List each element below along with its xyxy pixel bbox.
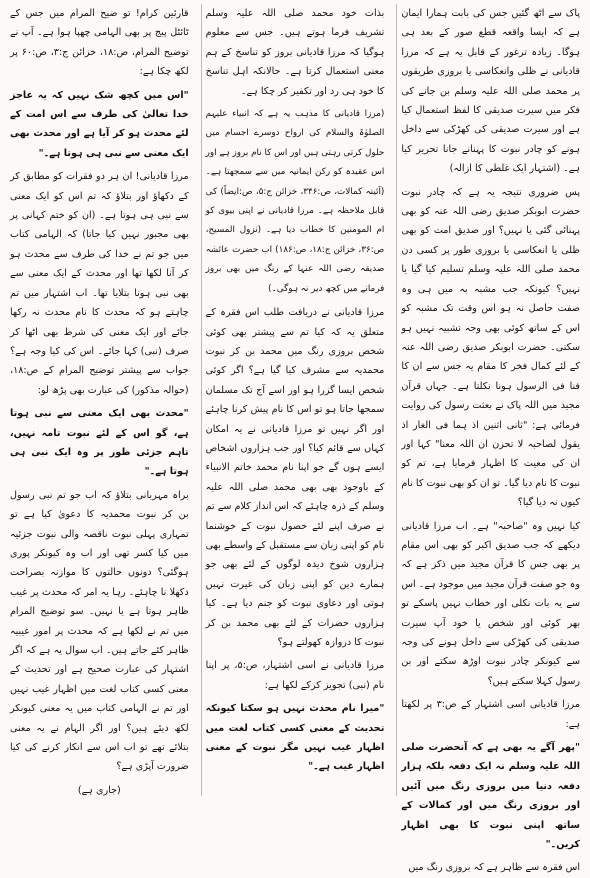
quote-paragraph: "محدث بھی ایک معنی سے نبی ہوتا ہے، گو اس کے لئے نبوت تامہ نہیں، تاہم جزئی طور پر وہ ایک نبی ہی ہوتا ہے۔" (9, 408, 189, 478)
column-right (396, 4, 584, 874)
body-paragraph: بذات خود محمد صلی اللہ علیہ وسلم تشریف فرما ہوتے ہیں۔ جس سے معلوم ہوگیا کہ مرزا قادیانی بروز کو تناسخ کے ہم معنی استعمال کرتا ہے۔ حالانکہ اہل تناسخ کا خود ہی رد اور تکفیر کر چکا ہے۔ (205, 8, 385, 97)
body-paragraph: براہ مہربانی بتلاؤ کہ اب جو تم نبی رسول بن کر نبوت محمدیہ کا دعویٰ کیا ہے تو تمہاری پہلی نبوت ناقصہ والی نبوت جزئیہ میں کیا کسر تھی اور اب وہ کیونکر پوری ہوگئی؟ دونوں حالتوں کا موازنہ بصراحت دکھلا نا چاہئے۔ رہا یہ امر کہ محدث پر غیب ظاہر ہوتا ہے یا نہیں۔ سو توضیح المرام میں تم نے لکھا ہے کہ محدث پر امور غیبیہ ظاہر کئے جاتے ہیں۔ اب سوال یہ ہے کہ اگر اشتہار کی عبارت صحیح ہے اور تحدیث کے معنی کسی کتاب لغت میں اظہار غیب نہیں اور تم نے الہامی کتاب میں یہ معنی کیونکر لکھ دیئے ہیں؟ اور اگر الہام نے یہ معنی بتلائے تھے تو اب اس سے انکار کرنے کی کیا ضرورت آپڑی ہے؟ (9, 489, 189, 773)
body-paragraph: قارئین کرام! تو ضیح المرام میں جس کے ٹائٹل پیج پر بھی الہامی چھپا ہوا ہے۔ آپ نے توضیح المرام، ص:۱۸، خزائن ج:۳، ص:۶۰ پر لکھ چکا ہے: (9, 8, 189, 78)
body-paragraph: کیا نہیں وہ "صاحبہ" ہے۔ اب مرزا قادیانی دیکھے کہ جب صدیق اکبر کو بھی اس مقام پر بھی جس کا قرآن مجید میں ذکر ہے کہ وہ جو صفت قرآن مجید میں موجود ہے۔ اس سے یہ بات نکلی اور خطاب نہیں پاسکے تو بھر کوئی اور شخص یا خود آپ سیرت صدیقی کی کھڑکی سے داخل ہونے کی وجہ سے کیونکر چادر نبوت اوڑھ سکتے اور بن رسول کہلا سکتے ہیں؟ (401, 520, 580, 687)
body-paragraph: مرزا قادیانی نے دریافت طلب اس فقرہ کے متعلق یہ کہ کیا تم سے پیشتر بھی کوئی شخص بروزی رنگ میں محمد بن کر نبوت محمدیہ سے مشرف کیا گیا ہے؟ اگر کوئی شخص ایسا گزرا ہو اور اسے آج تک مسلمان سمجھا جاتا ہو تو اس کا نام پیش کرنا چاہئے اور اگر نہیں تو مرزا قادیانی نے یہ امکان کہاں سے قائم کیا؟ اور جب ہزاروں اشخاص ایسے ہوں گے جو اپنا نام محمد خاتم الانبیاء کے باوجود بھی بھی محمد صلی اللہ علیہ وسلم کے ذرہ چاہئے کہ اس انداز کلام سے تم نے صرف اپنے لئے حصول نبوت کے خوشنما نام کو اپنی زبان سے مستقبل کے واسطے بھی ہزاروں شوخ دیدہ لوگوں کے لئے بھی جو ہمارے دین کو اپنی زبان کی غیرت نہیں ہوتی اور دعاوی نبوت کو جنم دیا ہے۔ کیا ہزاروں حضرات کے لئے بھی محمد بن کر نبوت کا دروازہ کھولتے ہو؟ (205, 307, 385, 648)
quote-paragraph: "اس میں کچھ شک نہیں کہ یہ عاجز خدا تعالیٰ کی طرف سے اس امت کے لئے محدث ہو کر آیا ہے اور محدث بھی ایک معنی سے نبی ہی ہوتا ہے۔" (9, 89, 189, 159)
body-paragraph: اس فقرہ سے ظاہر ہے کہ بروزی رنگ میں (408, 862, 580, 874)
body-paragraph: مرزا قادیانی نے اسی اشتہار، ص:۵، پر اپنا نام (نبی) تجویز کرکے لکھا ہے: (205, 660, 385, 691)
body-paragraph: مرزا قادیانی! ان ہر دو فقرات کو مطابق کر کے دکھاؤ اور بتلاؤ کہ تم اس کو ایک معنی سے نبی ہی ہوتا ہے۔ (ان کو ختم کہانی پر بھی مجبور نہیں کیا جاتا) کہ الہامی کتاب میں جو تم نے خدا کی طرف سے محدث ہو کر آنا لکھا تھا اور محدث کے ایک معنی سے بھی نبی ہونا بتلایا تھا۔ اب اشتہار میں تم چاہتے ہو کہ محدث کا نام محدث نہ رکھا جائے اور ایک معنی کی شرط بھی اٹھا کر صرف (نبی) کہا جائے۔ اس کی کیا وجہ ہے؟ جواب سے پیشتر توضیح المرام کے ص:۱۸، (حوالہ مذکور) کی عبارت بھی پڑھ لو: (9, 171, 189, 396)
column-middle (201, 4, 389, 796)
body-paragraph: پس ضروری نتیجہ یہ ہے کہ چادر نبوت حضرت ابوبکر صدیق رضی اللہ عنہ کو بھی پہنائی گئی یا نہیں؟ اور صدیق امت کو بھی ظلی یا انعکاسی یا بروزی طور پر کسی دن محمد صلی اللہ علیہ وسلم تسلیم کیا گیا یا نہیں؟ کیونکہ جب مشبہ بہ میں ہی وہ صفت حاصل نہ ہو اس وقت تک مشبہ کو اس کے ساتھ کوئی بھی وجہ تشبیہ نہیں ہو سکتی۔ حضرت ابوبکر صدیق رضی اللہ عنہ کے لئے کمال فخر کا مقام یہ جس سے ان کا فنا فی الرسول ہونا نکلتا ہے۔ جہاں قرآن مجید میں اللہ پاک نے بعثت رسول کی روایت فرمائی ہے: "ثانی اثنین اذ ہما فی الغار اذ یقول لصاحبہ لا تحزن ان اللہ معنا" کہا اور ان کی معیت کا اظہار فرمایا ہے، تم کو نبوت کا نام دیا گیا۔ تو ان کو بھی نبوت کا نام کیوں نہ دیا گیا؟ (401, 186, 580, 509)
body-paragraph: پاک سے اٹھ گئیں جس کی بابت ہمارا ایمان ہے کہ ایسا واقعہ قطع صور کے بعد ہی ہوگا۔ زیادہ ترغور کے قابل یہ ہے کہ مرزا قادیانی نے ظلی وانعکاسی یا بروزی طریقوں پر محمد صلی اللہ علیہ وسلم بن جانے کی فکر میں سیرت صدیقی کا لفظ استعمال کیا ہے اور سیرت صدیقی کی کھڑکی سے داخل ہونے کو چادر نبوت کا پہنانے جانا تحریر کیا ہے۔ (اشتہار ایک غلطی کا ازالہ) (401, 8, 580, 175)
continued-note: (جاری ہے) (77, 784, 121, 796)
quote-paragraph: "میرا نام محدث نہیں ہو سکتا کیونکہ تحدیث کے معنی کسی کتاب لغت میں اظہار غیب نہیں مگر نبوت کے معنی اظہار غیب ہے۔" (205, 703, 385, 773)
body-paragraph: مرزا قادیانی اسی اشتہار کے ص:۳ پر لکھتا ہے: (401, 699, 580, 730)
quote-paragraph: "پھر آگے یہ بھی ہے کہ آنحضرت صلی اللہ علیہ وسلم نہ ایک دفعہ بلکہ ہزار دفعہ دنیا میں بروزی رنگ میں آئیں اور بروزی رنگ میں اور کمالات کے ساتھ اپنی نبوت کا بھی اظہار کریں۔" (401, 742, 580, 851)
text-columns (6, 4, 584, 874)
body-paragraph: (مرزا قادیانی کا مذہب یہ ہے کہ انبیاء علیہم الصلوٰۃ والسلام کی ارواح دوسرے اجسام میں حلول کرتی رہتی ہیں اور اس کا نام بروز ہے اور اس عقیدہ کو رکن ایمانیہ میں سے سمجھتا ہے۔ (آئینہ کمالات، ص:۳۴۶، خزائن ج:۵، ص:ایضاً) کی قابل ملاحظہ ہے۔ مرزا قادیانی نے اپنی بیوی کو ام المومنین کا خطاب دیا ہے۔ (نزول المسیح، ص:۳۶، خزائن ج:۱۸، ص:۱۸۶) اب حضرت عائشہ صدیقہ رضی اللہ عنہا کے رنگ میں بھی بروز فرمانے میں کچھ دیر نہ ہوگی۔) (205, 109, 385, 294)
column-left (6, 4, 193, 796)
